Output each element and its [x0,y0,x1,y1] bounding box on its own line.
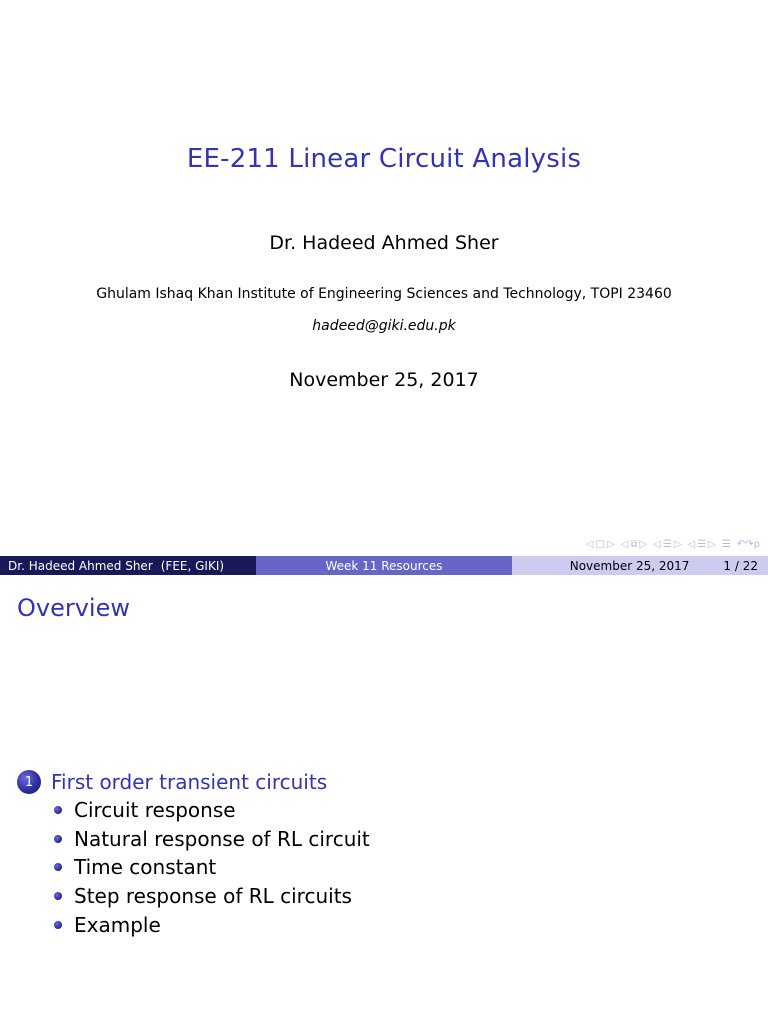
footer-date: November 25, 2017 [569,558,690,573]
nav-presentation-group[interactable] [688,540,716,550]
nav-lines-icon[interactable]: ☰ [662,539,672,550]
author-name: Dr. Hadeed Ahmed Sher [269,232,499,254]
nav-left-icon[interactable]: ◁ [620,539,629,550]
author-email: hadeed@giki.edu.pk [312,318,456,334]
nav-back-forward-search-icon[interactable]: ↶↷ρ [736,539,760,550]
institute-name: Ghulam Ishaq Khan Institute of Engineering Sciences and Technology, TOPI 23460 [96,286,672,302]
toc-section[interactable] [17,768,757,796]
nav-lines-icon[interactable]: ☰ [697,539,707,550]
toc-subsection[interactable] [17,853,757,882]
nav-right-icon[interactable]: ▷ [639,539,648,550]
bullet-icon [54,863,62,871]
nav-search-group[interactable] [737,540,760,550]
bullet-icon [54,892,62,900]
footer-title: Week 11 Resources [325,558,443,573]
bullet-icon [54,921,62,929]
nav-right-icon[interactable]: ▷ [673,539,682,550]
nav-align-icon[interactable]: ☰ [721,539,731,550]
footer-author-box [0,556,256,575]
table-of-contents [17,768,757,939]
toc-subsection[interactable] [17,796,757,825]
subsection-label[interactable]: Natural response of RL circuit [74,826,370,851]
slide-footer [0,556,768,575]
subsection-label[interactable]: Circuit response [74,798,236,823]
footer-title-box [256,556,512,575]
nav-frame-icon[interactable]: □ [595,539,605,550]
toc-subsection[interactable] [17,910,757,939]
subsection-label[interactable]: Time constant [74,855,217,880]
nav-right-icon[interactable]: ▷ [606,539,615,550]
section-number-ball: 1 [17,770,41,794]
presentation-date: November 25, 2017 [289,369,479,391]
toc-subsection[interactable] [17,825,757,854]
nav-section-group[interactable] [653,540,681,550]
footer-author: Dr. Hadeed Ahmed Sher [8,558,153,573]
bullet-icon [54,835,62,843]
nav-right-icon[interactable]: ▷ [708,539,716,550]
footer-page-number: 1 / 22 [723,558,758,573]
overview-slide [0,576,768,1024]
nav-left-icon[interactable]: ◁ [653,539,661,550]
section-label[interactable]: First order transient circuits [51,770,328,794]
nav-frames-icon[interactable]: ⧉ [630,539,638,550]
nav-subsection-group[interactable] [621,540,648,550]
subsection-label[interactable]: Example [74,912,161,937]
nav-align-group[interactable] [722,540,731,550]
presentation-title: EE-211 Linear Circuit Analysis [186,144,582,174]
nav-frame-group[interactable] [586,540,615,550]
beamer-navigation-bar [586,537,760,553]
nav-left-icon[interactable]: ◁ [585,539,594,550]
bullet-icon [54,806,62,814]
toc-subsection[interactable] [17,882,757,911]
nav-left-icon[interactable]: ◁ [687,539,696,550]
frame-title: Overview [17,594,130,622]
subsection-label[interactable]: Step response of RL circuits [74,884,352,909]
footer-date-box [512,556,768,575]
footer-institute: (FEE, GIKI) [160,558,225,573]
